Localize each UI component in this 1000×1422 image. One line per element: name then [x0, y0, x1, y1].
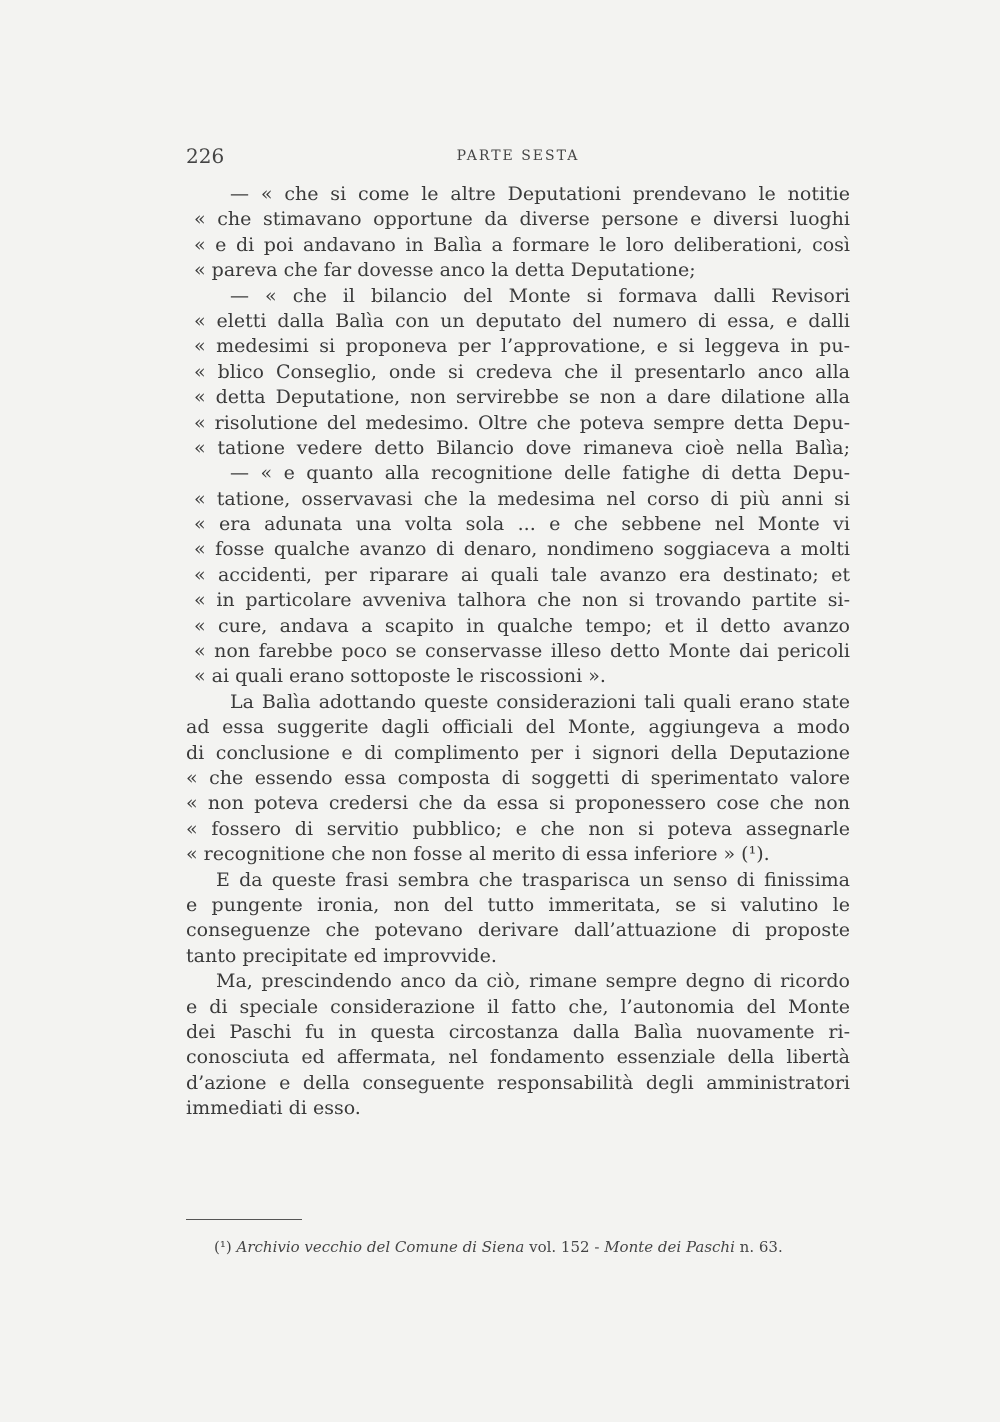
text-line: ad essa suggerite dagli officiali del Monte, aggiungeva a modo	[186, 716, 850, 739]
text-line: « ai quali erano sottoposte le riscossioni ».	[194, 665, 606, 688]
running-head: PARTE SESTA	[456, 148, 580, 164]
text-line: « in particolare avveniva talhora che non si trovando partite si-	[194, 589, 850, 612]
footnote-marker: (¹)	[214, 1238, 232, 1256]
text-line: immediati di esso.	[186, 1097, 361, 1120]
text-line: « detta Deputatione, non servirebbe se non a dare dilatione alla	[194, 386, 850, 409]
footnote-number: n. 63.	[739, 1238, 783, 1256]
text-line: d’azione e della conseguente responsabilità degli amministratori	[186, 1071, 850, 1094]
text-line: — « e quanto alla recognitione delle fatighe di detta Depu-	[230, 462, 850, 485]
text-line: « non farebbe poco se conservasse illeso detto Monte dai pericoli	[194, 640, 850, 663]
text-line: « pareva che far dovesse anco la detta Deputatione;	[194, 259, 696, 282]
body-text	[186, 182, 850, 1121]
text-line: « tatione, osservavasi che la medesima nel corso di più anni si	[194, 487, 850, 510]
text-line: « non poteva credersi che da essa si proponessero cose che non	[186, 792, 850, 815]
text-line: « blico Conseglio, onde si credeva che il presentarlo anco alla	[194, 360, 850, 383]
text-line: « tatione vedere detto Bilancio dove rimaneva cioè nella Balìa;	[194, 436, 850, 459]
footnote-divider	[186, 1219, 302, 1220]
text-line: dei Paschi fu in questa circostanza dalla Balìa nuovamente ri-	[186, 1020, 850, 1043]
footnote-volume: vol. 152 -	[529, 1238, 600, 1256]
text-line: — « che il bilancio del Monte si formava dalli Revisori	[230, 284, 850, 307]
footnote-source-archive: Archivio vecchio del Comune di Siena	[236, 1238, 525, 1256]
text-line: e pungente ironia, non del tutto immeritata, se si valutino le	[186, 893, 850, 916]
text-line: — « che si come le altre Deputationi prendevano le notitie	[230, 183, 850, 205]
text-line: « e di poi andavano in Balìa a formare le loro deliberationi, così	[194, 233, 850, 256]
page-header	[186, 144, 850, 174]
text-line: e di speciale considerazione il fatto che, l’autonomia del Monte	[186, 995, 850, 1018]
text-line: conseguenze che potevano derivare dall’attuazione di proposte	[186, 919, 850, 942]
text-line: tanto precipitate ed improvvide.	[186, 944, 497, 967]
text-line: La Balìa adottando queste considerazioni tali quali erano state	[230, 690, 850, 713]
text-line: « medesimi si proponeva per l’approvatione, e si leggeva in pu-	[194, 335, 850, 358]
text-line: « che stimavano opportune da diverse persone e diversi luoghi	[194, 208, 850, 231]
text-line: « fosse qualche avanzo di denaro, nondimeno soggiaceva a molti	[194, 538, 850, 561]
footnote	[214, 1238, 834, 1256]
text-line: « eletti dalla Balìa con un deputato del numero di essa, e dalli	[194, 309, 850, 332]
page-number: 226	[186, 144, 225, 168]
text-line: « che essendo essa composta di soggetti di sperimentato valore	[186, 766, 850, 789]
text-line: « fossero di servitio pubblico; e che non si poteva assegnarle	[186, 817, 850, 840]
text-line: « accidenti, per riparare ai quali tale avanzo era destinato; et	[194, 563, 850, 586]
text-line: E da queste frasi sembra che trasparisca un senso di finissima	[216, 868, 850, 891]
text-line: « risolutione del medesimo. Oltre che poteva sempre detta Depu-	[194, 411, 850, 434]
text-line: di conclusione e di complimento per i signori della Deputazione	[186, 741, 850, 764]
footnote-source-monte: Monte dei Paschi	[604, 1238, 735, 1256]
text-line: « recognitione che non fosse al merito di essa inferiore » (¹).	[186, 843, 770, 866]
text-line: Ma, prescindendo anco da ciò, rimane sempre degno di ricordo	[216, 970, 850, 993]
text-line: conosciuta ed affermata, nel fondamento essenziale della libertà	[186, 1046, 850, 1069]
text-line: « cure, andava a scapito in qualche tempo; et il detto avanzo	[194, 614, 850, 637]
text-line: « era adunata una volta sola ... e che sebbene nel Monte vi	[194, 513, 850, 536]
